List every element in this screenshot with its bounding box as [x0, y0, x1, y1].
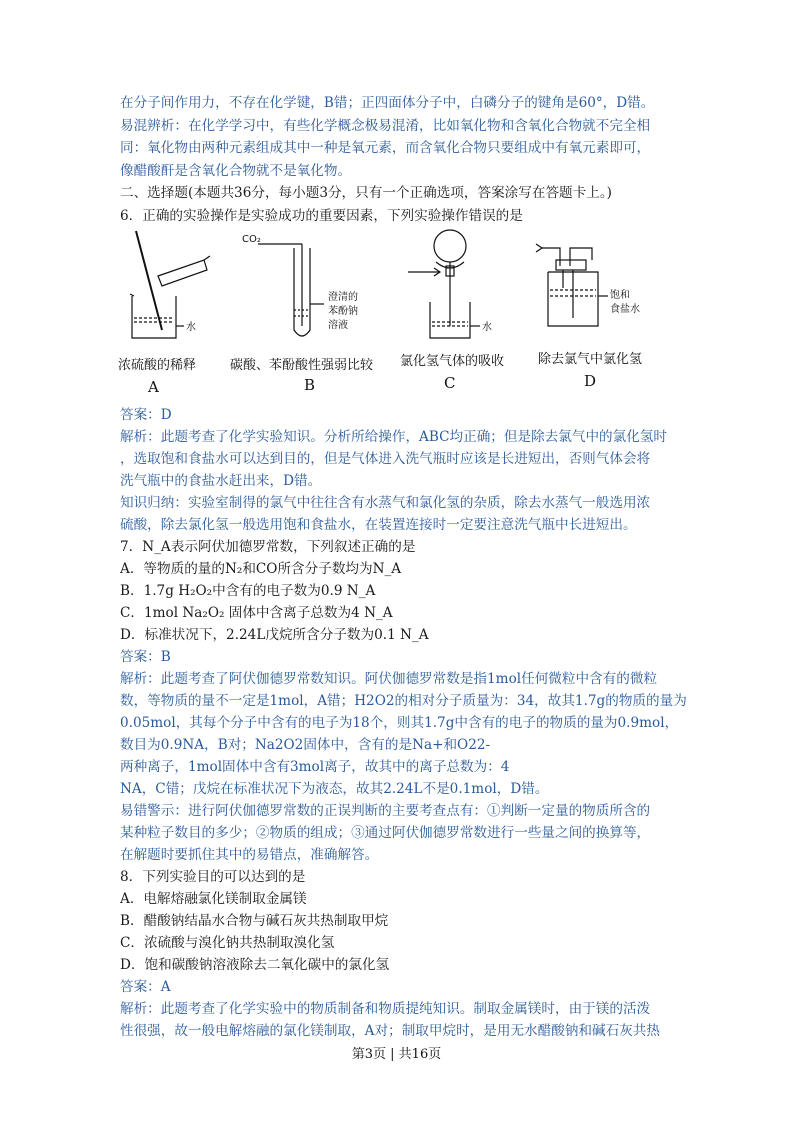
text-line: 像醋酸酐是含氧化合物就不是氧化物。	[120, 162, 352, 179]
text-line: 7．N_A表示阿伏加德罗常数，下列叙述正确的是	[120, 539, 416, 555]
label-phenol-3: 溶液	[328, 320, 348, 331]
text-line: B．1.7g H₂O₂中含有的电子数为0.9 N_A	[120, 583, 376, 599]
text-line: 6．正确的实验操作是实验成功的重要因素，下列实验操作错误的是	[120, 207, 523, 224]
label-brine-2: 食盐水	[610, 304, 640, 315]
letter-a: A	[148, 378, 159, 396]
text-line: NA，C错；戊烷在标准状况下为液态，故其2.24L不是0.1mol，D错。	[120, 781, 549, 797]
text-line: 易混辨析：在化学学习中，有些化学概念极易混淆，比如氧化物和含氧化合物就不完全相	[120, 117, 651, 134]
text-line: 在解题时要抓住其中的易错点，准确解答。	[120, 847, 379, 863]
letter-d: D	[584, 372, 597, 390]
label-water-a: 水	[186, 322, 196, 333]
text-line: 答案：A	[120, 979, 171, 995]
text-line: 两种离子，1mol固体中含有3mol离子，故其中的离子总数为：4	[120, 759, 510, 775]
label-phenol-2: 苯酚钠	[328, 306, 358, 317]
text-line: 数目为0.9NA，B对；Na2O2固体中，含有的是Na+和O22-	[120, 737, 491, 753]
caption-c: 氯化氢气体的吸收	[400, 354, 505, 369]
text-line: 硫酸，除去氯化氢一般选用饱和食盐水，在装置连接时一定要注意洗气瓶中长进短出。	[120, 517, 637, 533]
text-line: C．浓硫酸与溴化钠共热制取溴化氢	[120, 935, 335, 951]
text-line: ，选取饱和食盐水可以达到目的，但是气体进入洗气瓶时应该是长进短出，否则气体会将	[120, 451, 651, 467]
letter-c: C	[444, 374, 456, 392]
text-line: 解析：此题考查了化学实验中的物质制备和物质提纯知识。制取金属镁时，由于镁的活泼	[120, 1001, 651, 1017]
text-line: 某种粒子数目的多少；②物质的组成；③通过阿伏伽德罗常数进行一些量之间的换算等，	[120, 825, 651, 841]
text-line: 知识归纳：实验室制得的氯气中往往含有水蒸气和氯化氢的杂质，除去水蒸气一般选用浓	[120, 495, 651, 511]
letter-b: B	[304, 376, 316, 394]
apparatus-a	[130, 231, 210, 338]
label-water-c: 水	[482, 322, 492, 333]
text-line: 数，等物质的量不一定是1mol，A错；H2O2的相对分子质量为：34，故其1.7g的物质的量为	[120, 693, 687, 709]
text-line: B．醋酸钠结晶水合物与碱石灰共热制取甲烷	[120, 913, 389, 929]
apparatus-d	[536, 244, 608, 326]
text-line: 0.05mol，其每个分子中含有的电子为18个，则其1.7g中含有的电子的物质的量为0.9mol，	[120, 715, 679, 731]
text-line: 性很强，故一般电解熔融的氯化镁制取，A对；制取甲烷时，是用无水醋酸钠和碱石灰共热	[120, 1023, 660, 1039]
text-line: 洗气瓶中的食盐水赶出来，D错。	[120, 473, 322, 489]
caption-d: 除去氯气中氯化氢	[538, 352, 643, 367]
label-co2: CO₂	[242, 234, 261, 245]
text-line: D．饱和碳酸钠溶液除去二氧化碳中的氯化氢	[120, 957, 390, 973]
text-line: 解析：此题考查了化学实验知识。分析所给操作，ABC均正确；但是除去氯气中的氯化氢时	[120, 429, 668, 445]
text-line: 答案：B	[120, 649, 171, 665]
text-line: A．电解熔融氯化镁制取金属镁	[120, 891, 307, 907]
text-line: 易错警示：进行阿伏伽德罗常数的正误判断的主要考查点有：①判断一定量的物质所含的	[120, 803, 651, 819]
text-line: 答案：D	[120, 407, 172, 423]
text-line: 同：氧化物由两种元素组成其中一种是氧元素，而含氧化合物只要组成中有氧元素即可，	[120, 140, 651, 156]
page-footer: 第3页 | 共16页	[351, 1047, 442, 1062]
text-line: A．等物质的量的N₂和CO所含分子数均为N_A	[120, 561, 402, 577]
label-phenol-1: 澄清的	[328, 292, 358, 303]
text-line: D．标准状况下，2.24L戊烷所含分子数为0.1 N_A	[120, 627, 429, 643]
caption-a: 浓硫酸的稀释	[118, 358, 197, 373]
text-line: 解析：此题考查了阿伏伽德罗常数知识。阿伏伽德罗常数是指1mol任何微粒中含有的微粒	[120, 671, 658, 687]
label-brine-1: 饱和	[610, 290, 630, 301]
caption-b: 碳酸、苯酚酸性强弱比较	[230, 358, 374, 373]
apparatus-c	[408, 230, 480, 338]
text-line: 8．下列实验目的可以达到的是	[120, 869, 306, 885]
question-6-figure	[118, 226, 678, 401]
text-line: 二、选择题(本题共36分，每小题3分，只有一个正确选项，答案涂写在答题卡上。)	[120, 185, 612, 201]
text-line: 在分子间作用力，不存在化学键，B错；正四面体分子中，白磷分子的键角是60°，D错。	[120, 95, 655, 111]
apparatus-b	[258, 244, 324, 336]
text-line: C．1mol Na₂O₂ 固体中含离子总数为4 N_A	[120, 605, 393, 621]
